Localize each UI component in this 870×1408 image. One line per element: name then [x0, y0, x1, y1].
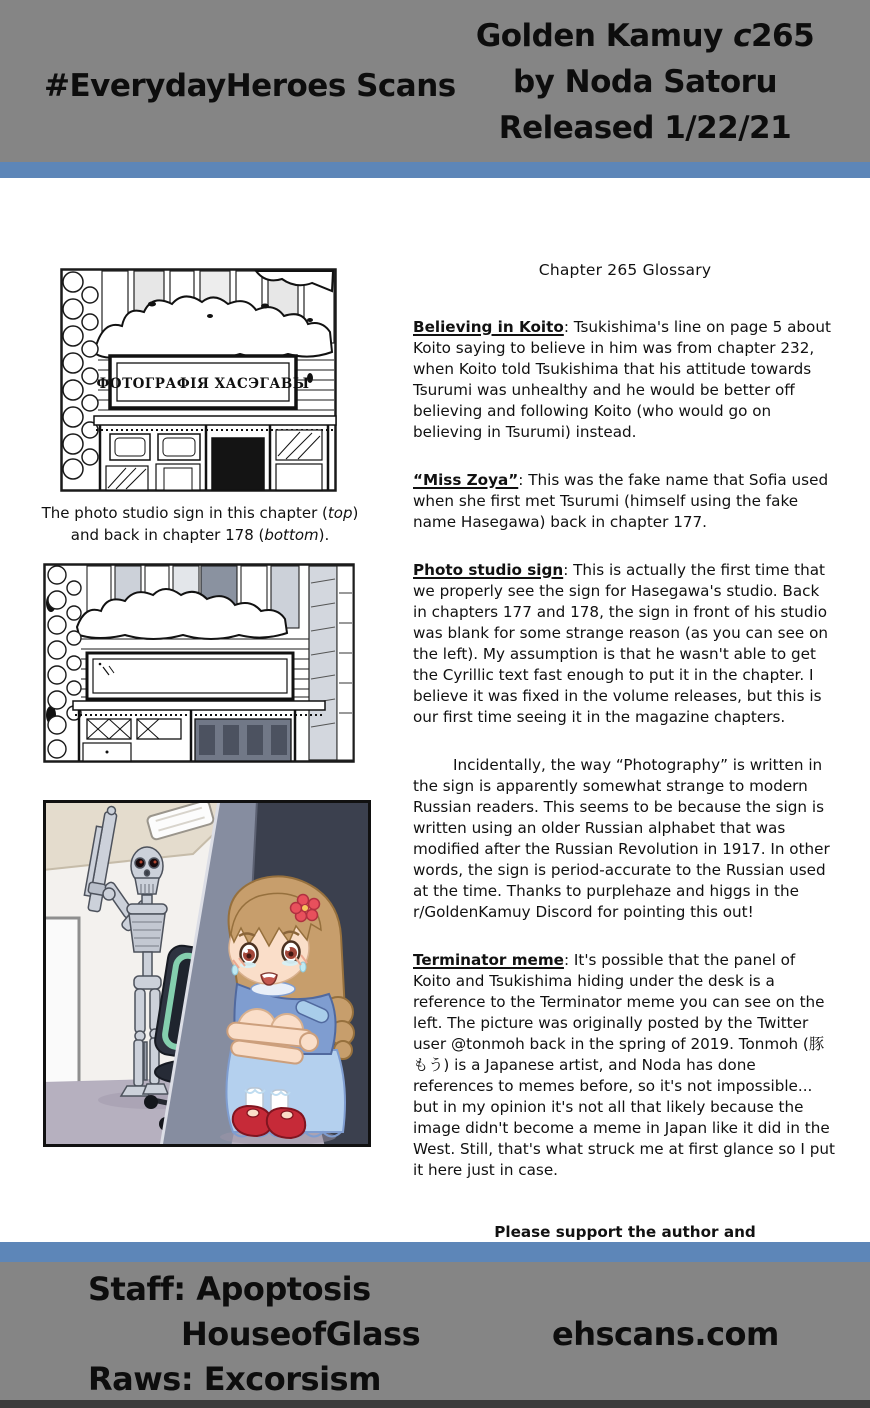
manga-panel-sign-image	[60, 268, 337, 492]
website-url: ehscans.com	[552, 1315, 779, 1353]
support-note-line: Please support the author and	[494, 1223, 756, 1241]
glossary-term: “Miss Zoya”	[413, 471, 519, 489]
glossary-entry-text: : It's possible that the panel of Koito and Tsukishima hiding under the desk is a reference to the Terminator meme you can see on the left. The picture was originally posted by the Twitter user @tonmoh back in the spring of 2019. Tonmoh (豚もう) is a Japanese artist, and Noda has done references to memes before, so it's not impossible... but in my opinion it's not all that likely because the image didn't become a meme in Japan like it did in the West. Still, that's what struck me at first glance so I put it here just in case.	[413, 951, 835, 1179]
glossary-entry-text: : This is actually the first time that we properly see the sign for Hasegawa's studio. Back in chapters 177 and 178, the sign in front of his studio was blank for some strange reason (as you can see on the left). My assumption is that he wasn't able to get the Cyrillic text fast enough to put it in the chapter. I believe it was fixed in the volume releases, but this is our first time seeing it in the magazine chapters.	[413, 561, 829, 726]
staff-credit: Staff: Apoptosis	[88, 1270, 371, 1308]
panel-caption-line1: The photo studio sign in this chapter (top)	[41, 504, 359, 522]
scan-edge-artifact	[0, 1400, 870, 1408]
studio-sign	[97, 356, 310, 408]
glossary-entry-photo-studio-sign	[413, 560, 837, 728]
staff-credit: HouseofGlass	[181, 1315, 421, 1353]
bottom-divider	[0, 1242, 870, 1262]
main-content	[0, 178, 870, 1242]
terminator-meme-image	[43, 800, 371, 1147]
glossary-entry-miss-zoya	[413, 470, 837, 533]
glossary-term: Terminator meme	[413, 951, 564, 969]
release-title-line3: Released 1/22/21	[498, 110, 792, 146]
glossary-entry-incidentally	[413, 755, 837, 923]
release-title	[470, 13, 820, 151]
glossary-term: Photo studio sign	[413, 561, 564, 579]
glossary-column	[413, 260, 837, 1287]
glossary-entry-text: : This was the fake name that Sofia used when she first met Tsurumi (himself using the fake name Hasegawa) back in chapter 177.	[413, 471, 829, 531]
raws-credit: Raws: Excorsism	[88, 1360, 381, 1398]
header-band	[0, 0, 870, 162]
studio-sign-text: ФОТОГРАФІЯ ХАСЭГАВЫ	[96, 376, 310, 392]
release-title-line2: by Noda Satoru	[512, 64, 778, 100]
glossary-term: Believing in Koito	[413, 318, 564, 336]
hiding-girl	[226, 876, 354, 1138]
blank-sign	[87, 653, 293, 699]
glossary-entry-text: Incidentally, the way “Photography” is written in the sign is apparently somewhat strange to modern Russian readers. This seems to be because the sign is written using an older Russian alphabet that was modified after the Russian Revolution in 1917. In other words, the sign is period-accurate to the Russian used at the time. Thanks to purplehaze and higgs in the r/GoldenKamuy Discord for pointing this out!	[413, 756, 830, 921]
panel-caption	[40, 502, 360, 546]
release-title-line1: Golden Kamuy c265	[475, 18, 815, 54]
glossary-entry-text: : Tsukishima's line on page 5 about Koito saying to believe in him was from chapter 232, when Koito told Tsukishima that his attitude towards Tsurumi was unhealthy and he would be better off believing and following Koito (who would go on believing in Tsurumi) instead.	[413, 318, 831, 441]
top-divider	[0, 162, 870, 178]
panel-caption-line2: and back in chapter 178 (bottom).	[70, 526, 330, 544]
glossary-entry-believing-in-koito	[413, 317, 837, 443]
whiteboard	[43, 918, 79, 1088]
scan-group-title: #EverydayHeroes Scans	[44, 68, 456, 104]
manga-panel-blank-sign-image	[43, 563, 355, 763]
glossary-entry-terminator-meme	[413, 950, 837, 1181]
glossary-heading: Chapter 265 Glossary	[538, 261, 712, 279]
